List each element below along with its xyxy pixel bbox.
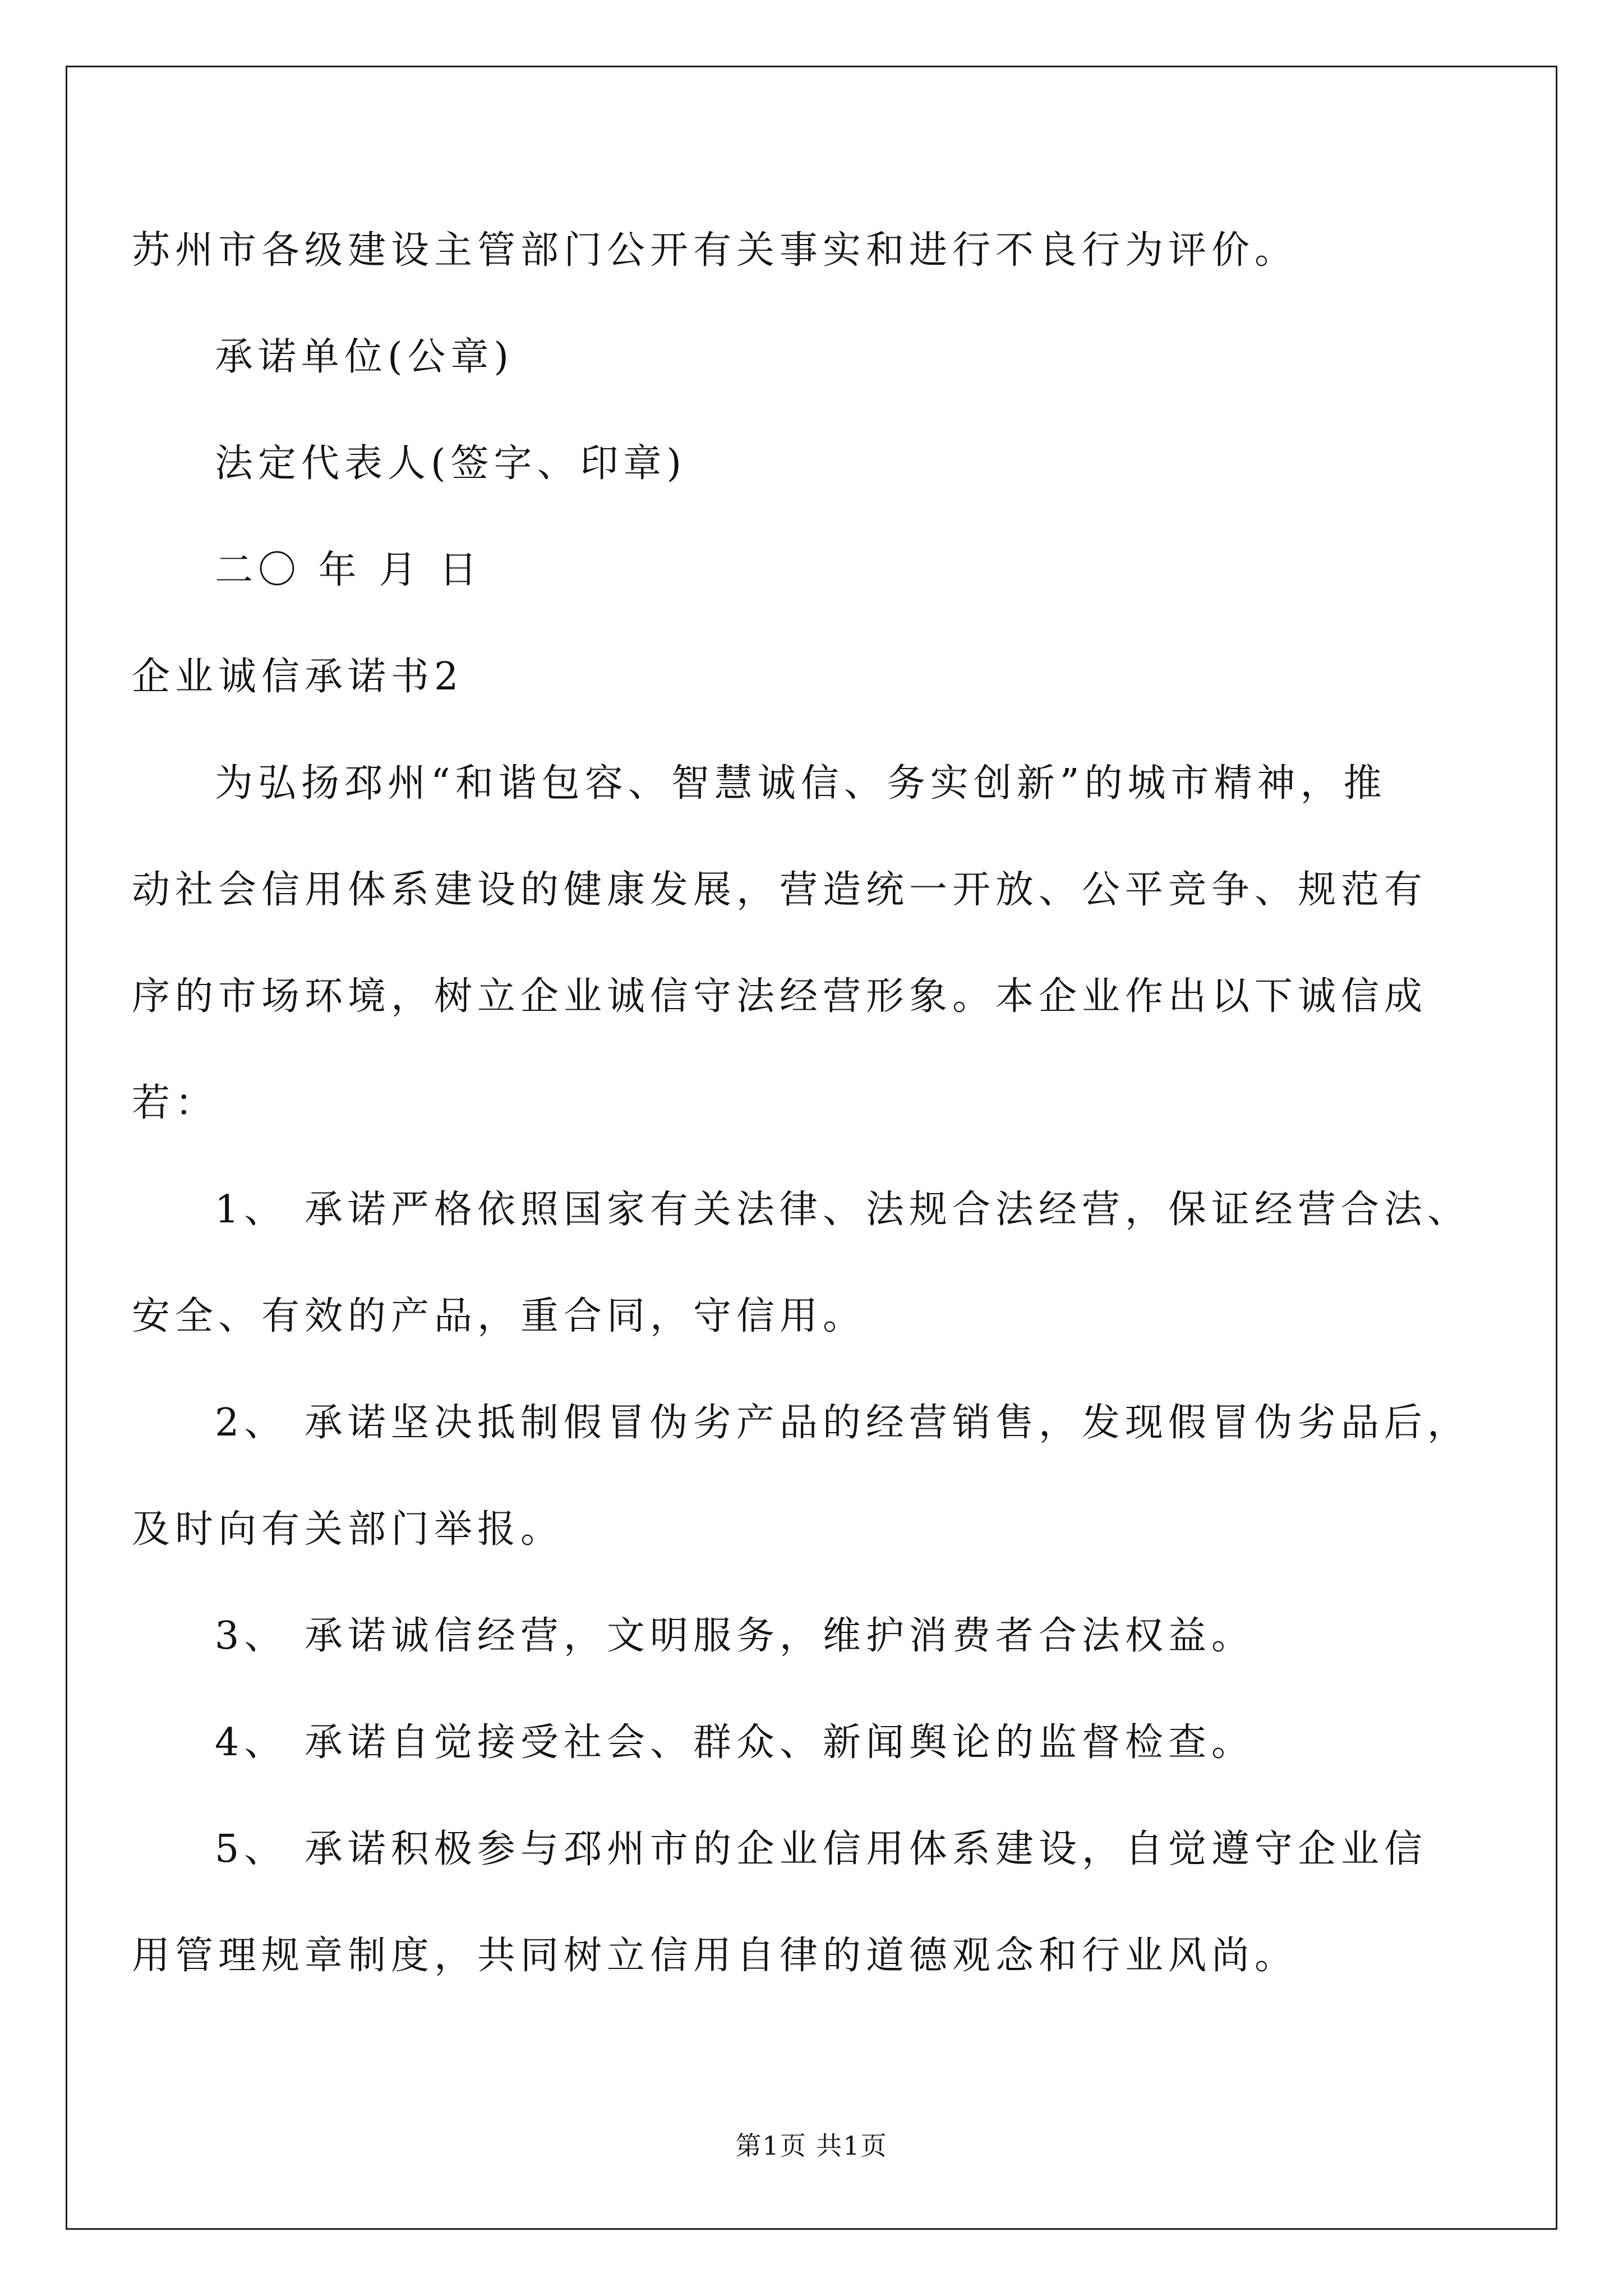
text-line: 4、 承诺自觉接受社会、群众、新闻舆论的监督检查。: [215, 1720, 1255, 1765]
document-body: [132, 0, 1500, 2296]
text-line: 安全、有效的产品，重合同，守信用。: [132, 1294, 866, 1338]
text-line: 苏州市各级建设主管部门公开有关事实和进行不良行为评价。: [132, 228, 1298, 273]
page-footer: 第1页 共1页: [735, 2131, 888, 2161]
text-line: 序的市场环境，树立企业诚信守法经营形象。本企业作出以下诚信成: [132, 974, 1428, 1019]
text-line: 为弘扬邳州“和谐包容、智慧诚信、务实创新”的城市精神，推: [215, 761, 1387, 806]
text-line: 2、 承诺坚决抵制假冒伪劣产品的经营销售，发现假冒伪劣品后，: [215, 1401, 1470, 1445]
text-line: 法定代表人(签字、印章): [215, 441, 687, 486]
text-line: 5、 承诺积极参与邳州市的企业信用体系建设，自觉遵守企业信: [215, 1827, 1427, 1871]
section-title: 企业诚信承诺书2: [132, 655, 464, 699]
text-line: 及时向有关部门举报。: [132, 1507, 564, 1552]
text-line: 若：: [132, 1081, 219, 1125]
text-line: 二〇 年 月 日: [215, 548, 482, 592]
text-line: 1、 承诺严格依照国家有关法律、法规合法经营，保证经营合法、: [215, 1188, 1470, 1232]
text-line: 承诺单位(公章): [215, 335, 514, 379]
text-line: 3、 承诺诚信经营，文明服务，维护消费者合法权益。: [215, 1614, 1255, 1658]
text-line: 动社会信用体系建设的健康发展，营造统一开放、公平竞争、规范有: [132, 868, 1428, 912]
text-line: 用管理规章制度，共同树立信用自律的道德观念和行业风尚。: [132, 1934, 1298, 1978]
